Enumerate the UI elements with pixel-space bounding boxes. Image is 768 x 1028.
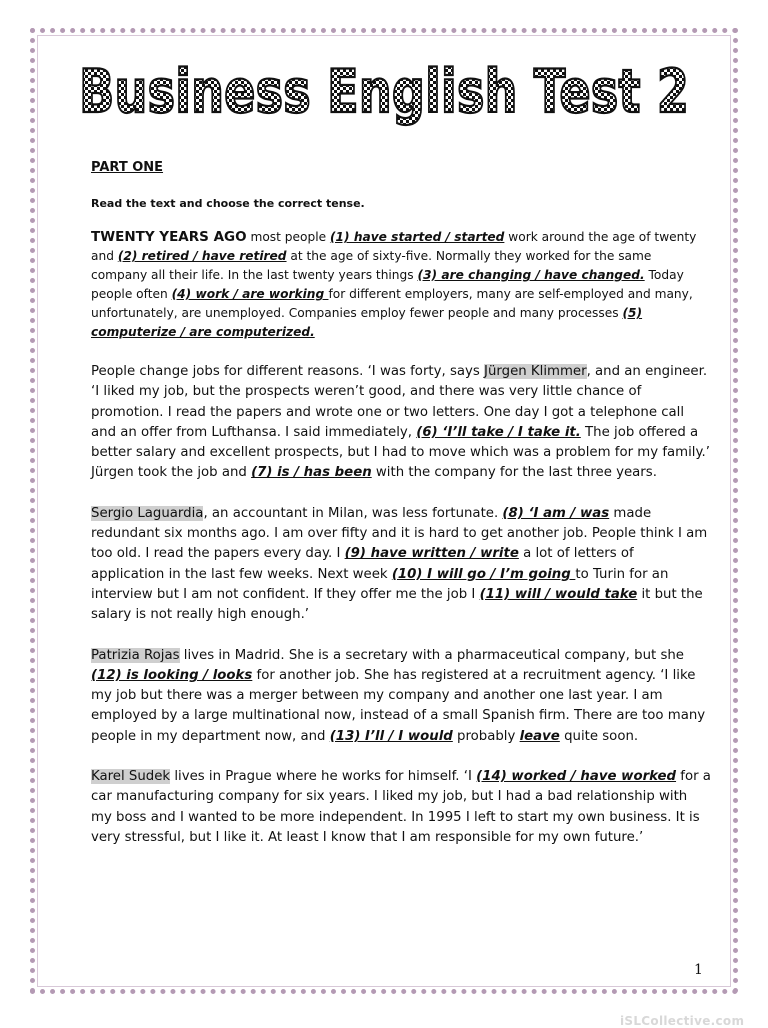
text: most people <box>246 230 330 244</box>
text: The job offered a better salary and excellent prospects, but I had to move which was a problem for my family.’ Jürgen took the job and <box>91 424 710 481</box>
text: probably <box>452 728 520 744</box>
person-name: Jürgen Klimmer <box>484 364 587 379</box>
answer-3: (3) are changing / have changed. <box>417 268 645 282</box>
paragraph-jurgen <box>91 362 711 484</box>
paragraph-sergio <box>91 504 711 626</box>
answer-2: (2) retired / have retired <box>117 249 287 263</box>
text: lives in Prague where he works for himself. ‘I <box>170 769 477 785</box>
answer-4: (4) work / are working <box>171 287 329 301</box>
document-title <box>40 48 728 128</box>
text: lives in Madrid. She is a secretary with a pharmaceutical company, but she <box>179 647 684 663</box>
paragraph-karel <box>91 767 711 848</box>
answer-12: (12) is looking / looks <box>91 667 253 683</box>
text: for another job. She has registered at a recruitment agency. ‘I like my job but there was a merger between my company and another one last year. I am employed by a large multinational now, instead of a small Spanish firm. There are too many people in my department now, and <box>91 667 706 744</box>
text: a lot of letters of application in the last few weeks. Next week <box>91 546 634 582</box>
paragraph-patrizia <box>91 646 711 747</box>
text: made redundant six months ago. I am over fifty and it is hard to get another job. People think I am too old. I read the papers every day. I <box>91 505 708 562</box>
answer-13-leave: leave <box>519 728 560 744</box>
answer-13: (13) I’ll / I would <box>329 728 453 744</box>
text: People change jobs for different reasons. ‘I was forty, says <box>91 364 485 379</box>
title-text: Business English Test 2 <box>79 57 689 127</box>
text: it but the salary is not really high enough.’ <box>91 586 703 623</box>
text: , an accountant in Milan, was less fortunate. <box>203 505 503 521</box>
text: for a car manufacturing company for six years. I liked my job, but I had a bad relationship with my boss and I wanted to be more independent. In 1995 I left to start my own business. It is very stressful, but I like it. At least I know that I am responsible for my own future.’ <box>91 769 711 845</box>
answer-14: (14) worked / have worked <box>476 769 677 785</box>
answer-5: (5) computerize / are computerized. <box>91 306 643 339</box>
text: , and an engineer. ‘I liked my job, but the prospects weren’t good, and there was very little chance of promotion. I read the papers and wrote one or two letters. One day I got a telephone call and an offer from Lufthansa. I said immediately, <box>91 364 708 440</box>
text: quite soon. <box>559 728 639 744</box>
paragraph-intro <box>91 228 711 342</box>
answer-6: (6) ‘I’ll take / I take it. <box>416 424 581 440</box>
text: for different employers, many are self-employed and many, unfortunately, are unemployed. Companies employ fewer people and many processes <box>91 287 693 320</box>
answer-8: (8) ‘I am / was <box>502 505 610 521</box>
answer-1: (1) have started / started <box>329 230 505 244</box>
paragraph-lead: TWENTY YEARS AGO <box>91 229 247 245</box>
part-heading: PART ONE <box>91 160 164 175</box>
answer-11: (11) will / would take <box>479 586 638 602</box>
answer-7: (7) is / has been <box>251 465 372 481</box>
page-number: 1 <box>694 962 703 978</box>
instruction: Read the text and choose the correct tense. <box>91 197 365 210</box>
person-name: Sergio Laguardia <box>91 505 204 521</box>
text: at the age of sixty-five. Normally they worked for the same company all their life. In the last twenty years things <box>91 249 652 282</box>
text: work around the age of twenty and <box>91 230 697 263</box>
person-name: Patrizia Rojas <box>91 647 180 663</box>
watermark: iSLCollective.com <box>620 1014 745 1028</box>
answer-9: (9) have written / write <box>344 546 519 562</box>
text: with the company for the last three years. <box>371 465 657 481</box>
document-body <box>91 160 711 868</box>
text: Today people often <box>91 268 684 301</box>
answer-10: (10) I will go / I’m going <box>391 566 576 582</box>
text: to Turin for an interview but I am not confident. If they offer me the job I <box>91 566 669 602</box>
person-name: Karel Sudek <box>91 769 171 785</box>
